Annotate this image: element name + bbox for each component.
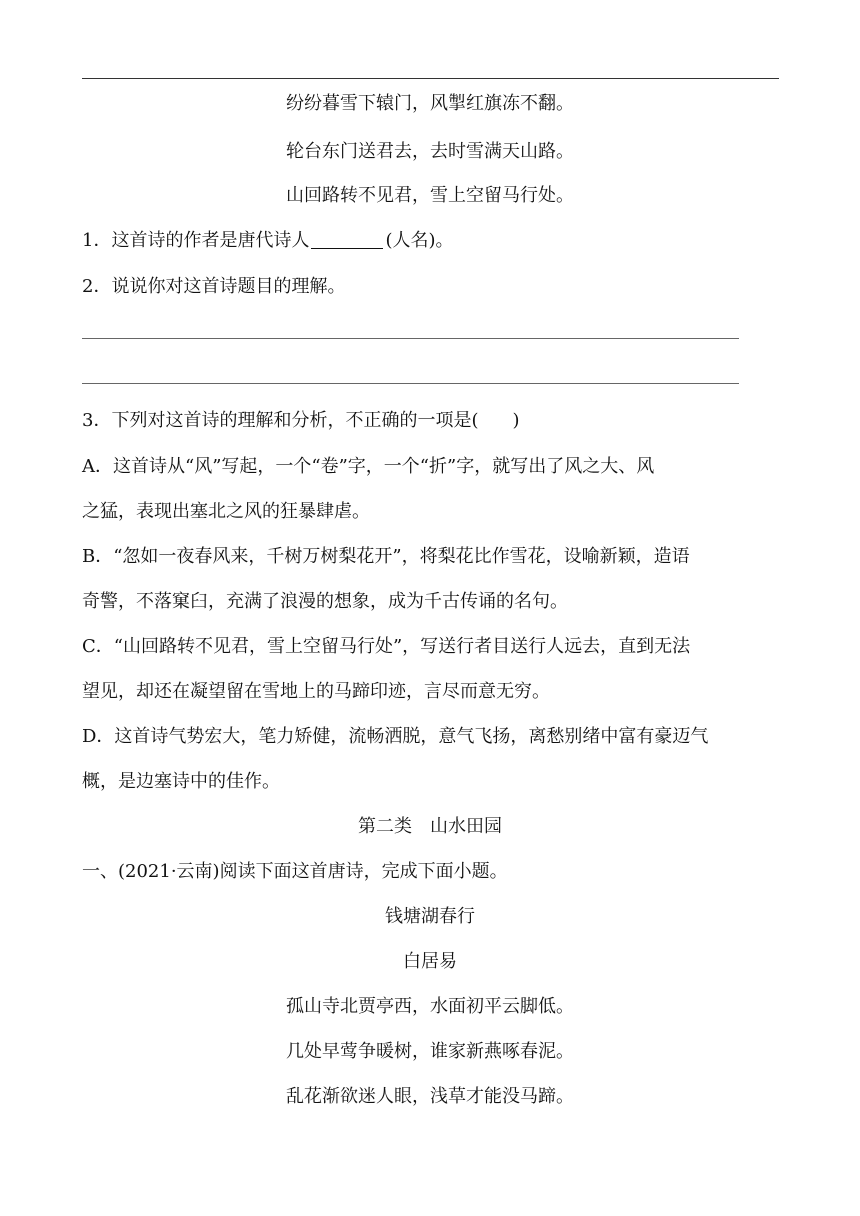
option-d-cont: 概，是边塞诗中的佳作。 [82, 771, 280, 792]
answer-line[interactable] [82, 383, 739, 384]
question-3-close: ) [512, 410, 520, 431]
poem-line: 几处早莺争暖树，谁家新燕啄春泥。 [286, 1041, 574, 1062]
question-1-suffix: (人名)。 [385, 230, 454, 251]
question-3 [82, 409, 520, 433]
option-d: D．这首诗气势宏大，笔力矫健，流畅洒脱，意气飞扬，离愁别绪中富有豪迈气 [82, 726, 709, 747]
option-b-cont: 奇警，不落窠臼，充满了浪漫的想象，成为千古传诵的名句。 [82, 591, 568, 612]
option-a: A．这首诗从“风”写起，一个“卷”字，一个“折”字，就写出了风之大、风 [82, 456, 655, 477]
answer-blank[interactable] [311, 230, 383, 249]
poem-line: 轮台东门送君去，去时雪满天山路。 [286, 141, 574, 162]
poem-line: 纷纷暮雪下辕门，风掣红旗冻不翻。 [286, 93, 574, 114]
question-2: 2．说说你对这首诗题目的理解。 [82, 276, 346, 297]
poem-line: 孤山寺北贾亭西，水面初平云脚低。 [286, 996, 574, 1017]
answer-line[interactable] [82, 338, 739, 339]
question-1-text: 1．这首诗的作者是唐代诗人 [82, 230, 310, 251]
option-b: B．“忽如一夜春风来，千树万树梨花开”，将梨花比作雪花，设喻新颖，造语 [82, 546, 690, 567]
section-title: 第二类 山水田园 [358, 816, 502, 837]
poem-title: 钱塘湖春行 [385, 906, 475, 927]
option-c-cont: 望见，却还在凝望留在雪地上的马蹄印迹，言尽而意无穷。 [82, 681, 550, 702]
poem-author: 白居易 [403, 951, 457, 972]
option-c: C．“山回路转不见君，雪上空留马行处”，写送行者目送行人远去，直到无法 [82, 636, 691, 657]
question-1 [82, 229, 454, 253]
task-instruction: 一、(2021·云南)阅读下面这首唐诗，完成下面小题。 [82, 861, 508, 882]
poem-line: 山回路转不见君，雪上空留马行处。 [286, 185, 574, 206]
poem-line: 乱花渐欲迷人眼，浅草才能没马蹄。 [286, 1086, 574, 1107]
option-a-cont: 之猛，表现出塞北之风的狂暴肆虐。 [82, 501, 370, 522]
header-rule [82, 78, 779, 79]
question-3-text: 3．下列对这首诗的理解和分析，不正确的一项是( [82, 410, 479, 431]
